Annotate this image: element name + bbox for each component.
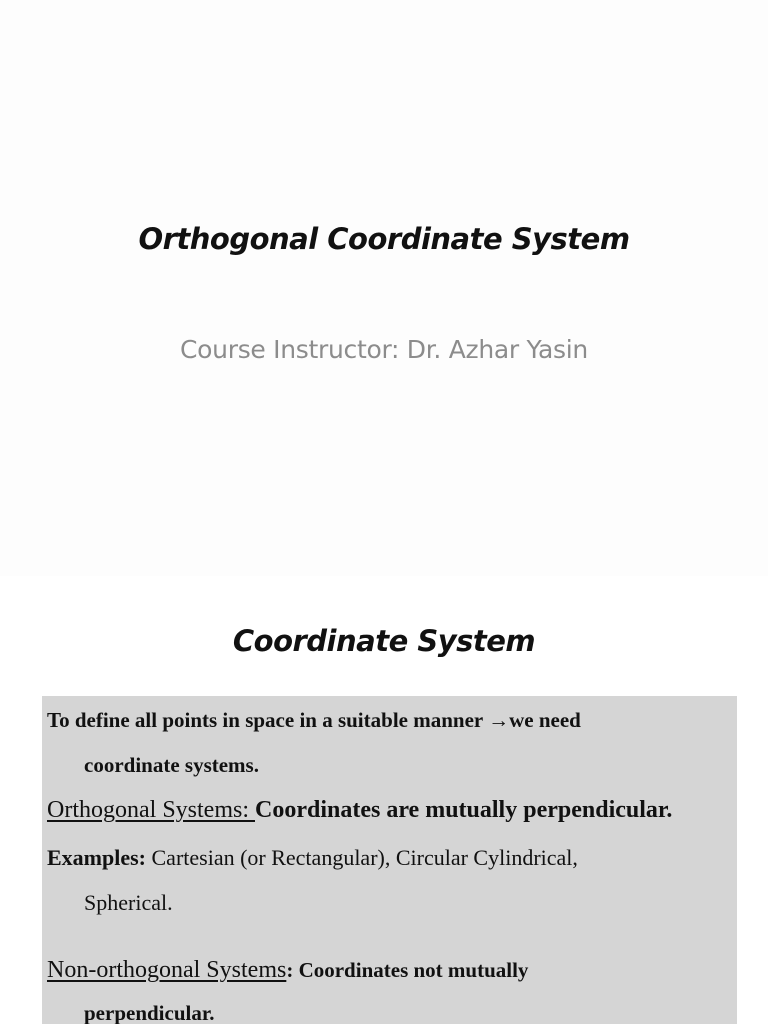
content-slide-title: Coordinate System bbox=[232, 624, 536, 658]
slide-title: Orthogonal Coordinate System bbox=[138, 222, 630, 256]
examples-line bbox=[47, 845, 578, 871]
examples-label: Examples: bbox=[47, 845, 152, 870]
examples-text: Cartesian (or Rectangular), Circular Cylindrical, bbox=[151, 845, 578, 870]
intro-line-1: To define all points in space in a suitable manner →we need bbox=[47, 708, 581, 732]
non-orthogonal-text: : Coordinates not mutually bbox=[286, 958, 529, 982]
orthogonal-text: Coordinates are mutually perpendicular. bbox=[255, 797, 673, 823]
intro-line-2: coordinate systems. bbox=[84, 753, 259, 777]
non-orthogonal-heading: Non-orthogonal Systems bbox=[47, 957, 287, 983]
non-orthogonal-definition bbox=[47, 957, 528, 984]
orthogonal-heading: Orthogonal Systems: bbox=[47, 797, 255, 823]
examples-line-2: Spherical. bbox=[84, 890, 173, 915]
orthogonal-definition bbox=[47, 797, 672, 824]
non-orthogonal-line-2: perpendicular. bbox=[84, 1001, 215, 1024]
content-box bbox=[42, 696, 737, 1024]
content-slide bbox=[0, 576, 768, 1024]
slide-subtitle: Course Instructor: Dr. Azhar Yasin bbox=[180, 335, 588, 364]
